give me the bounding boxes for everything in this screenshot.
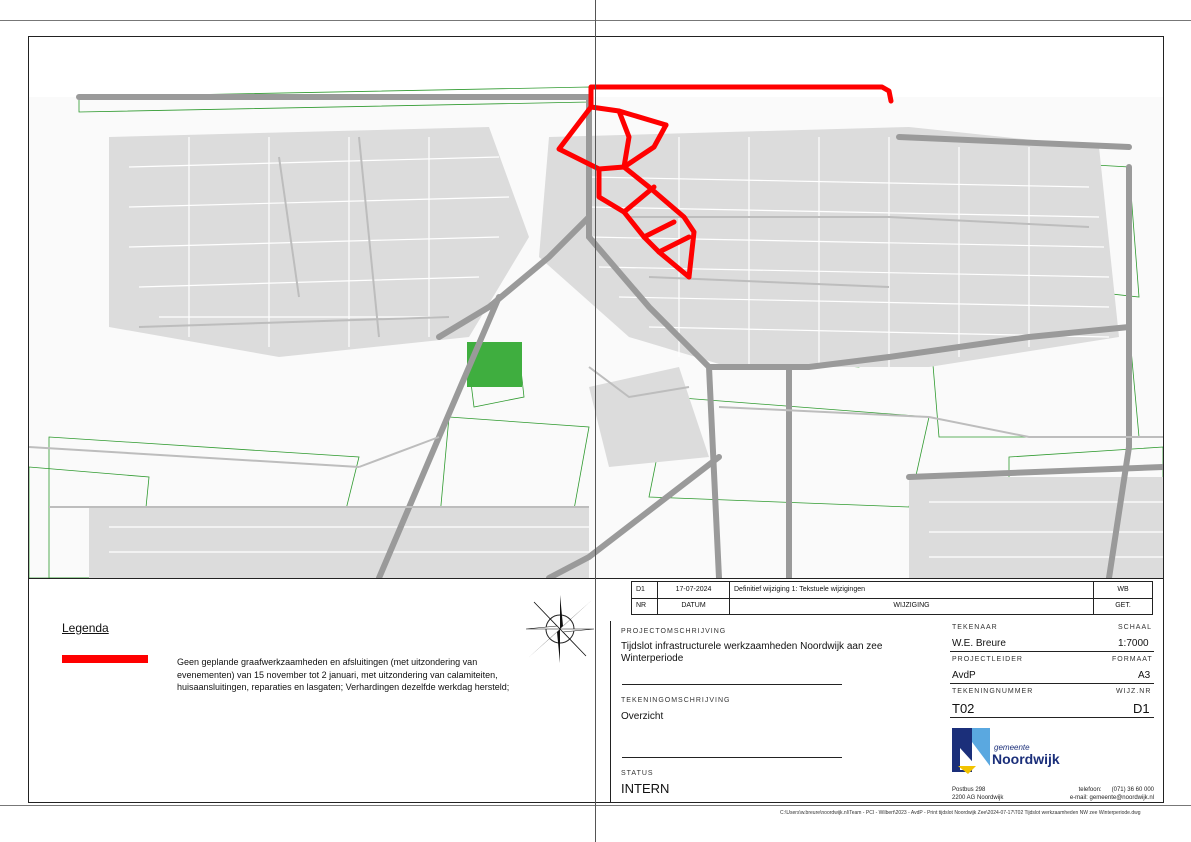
project-rule	[622, 684, 842, 685]
tekeningomschrijving-value: Overzicht	[621, 711, 664, 722]
status-value: INTERN	[621, 781, 670, 796]
contact-address	[952, 786, 1003, 802]
tekeningomschrijving-label: TEKENINGOMSCHRIJVING	[621, 697, 731, 704]
projectleider-value: AvdP	[952, 670, 976, 681]
address-line2: 2200 AG Noordwijk	[952, 795, 1004, 801]
title-block-top-rule	[29, 578, 1163, 579]
revision-date: 17-07-2024	[658, 582, 730, 598]
wijznr-label: WIJZ.NR	[1116, 688, 1152, 695]
revision-row	[632, 582, 1152, 599]
file-path: C:\Users\w.breure\noordwijk.nl\Team - PCI - Wilbert\2023 - AvdP - Print tijdslot Noordwijk Zee\2024-07-17\T02 Tijdslot werkzaamheden NW zee Winterperiode.dwg	[780, 810, 1141, 816]
compass-rose-icon	[520, 592, 600, 666]
gemeente-noordwijk-logo	[950, 722, 1070, 778]
projectomschrijving-value: Tijdslot infrastructurele werkzaamheden Noordwijk aan zee Winterperiode	[621, 641, 883, 664]
map-view[interactable]	[29, 37, 1163, 578]
tekenaar-label: TEKENAAR	[952, 624, 998, 631]
email-label: e-mail:	[1069, 795, 1088, 801]
revision-description: Definitief wijziging 1: Tekstuele wijzigingen	[730, 582, 1094, 598]
schaal-label: SCHAAL	[1118, 624, 1153, 631]
revision-header-row	[632, 598, 1152, 614]
phone-value: (071) 36 60 000	[1111, 787, 1154, 793]
phone-label: telefoon:	[1078, 787, 1102, 793]
revision-code: D1	[632, 582, 658, 598]
tekening-rule	[622, 757, 842, 758]
tekenaar-rule	[950, 651, 1154, 652]
logo-line2: Noordwijk	[992, 751, 1060, 767]
sheet-fold-line-vertical	[595, 0, 596, 842]
tekeningnummer-label: TEKENINGNUMMER	[952, 688, 1034, 695]
title-block-left-rule	[610, 621, 611, 803]
projectomschrijving-label: PROJECTOMSCHRIJVING	[621, 628, 727, 635]
formaat-label: FORMAAT	[1112, 656, 1153, 663]
projectleider-rule	[950, 683, 1154, 684]
legend-text: Geen geplande graafwerkzaamheden en afsluitingen (met uitzondering van evenementen) van 15 november tot 2 januari, met uitzondering van calamiteiten, huisaansluitingen, reparaties en lasgaten; Verhardingen dezelfde werkdag hersteld;	[177, 657, 510, 692]
status-label: STATUS	[621, 770, 654, 777]
map-canvas	[29, 37, 1163, 578]
email-value: gemeente@noordwijk.nl	[1089, 795, 1154, 801]
schaal-value: 1:7000	[1118, 638, 1149, 649]
revision-table	[631, 581, 1153, 615]
header-get: GET.	[1115, 602, 1131, 609]
logo-line1: gemeente	[994, 743, 1030, 752]
header-nr: NR	[632, 598, 658, 614]
address-line1: Postbus 298	[952, 787, 986, 793]
tekeningnummer-rule	[950, 717, 1154, 718]
header-wijziging: WIJZIGING	[730, 598, 1094, 614]
tekeningnummer-value: T02	[952, 701, 975, 716]
revision-author: WB	[1117, 586, 1129, 593]
email-line	[1050, 794, 1154, 802]
formaat-value: A3	[1138, 670, 1151, 681]
contact-details	[1050, 786, 1154, 802]
wijznr-value: D1	[1133, 701, 1150, 716]
built-areas	[89, 127, 1163, 578]
header-datum: DATUM	[658, 598, 730, 614]
tekenaar-value: W.E. Breure	[952, 638, 1006, 649]
phone-line	[1050, 786, 1154, 794]
legend-title: Legenda	[62, 621, 109, 635]
legend-swatch-red	[62, 655, 148, 663]
logo-mark-icon	[950, 722, 1070, 778]
projectleider-label: PROJECTLEIDER	[952, 656, 1023, 663]
